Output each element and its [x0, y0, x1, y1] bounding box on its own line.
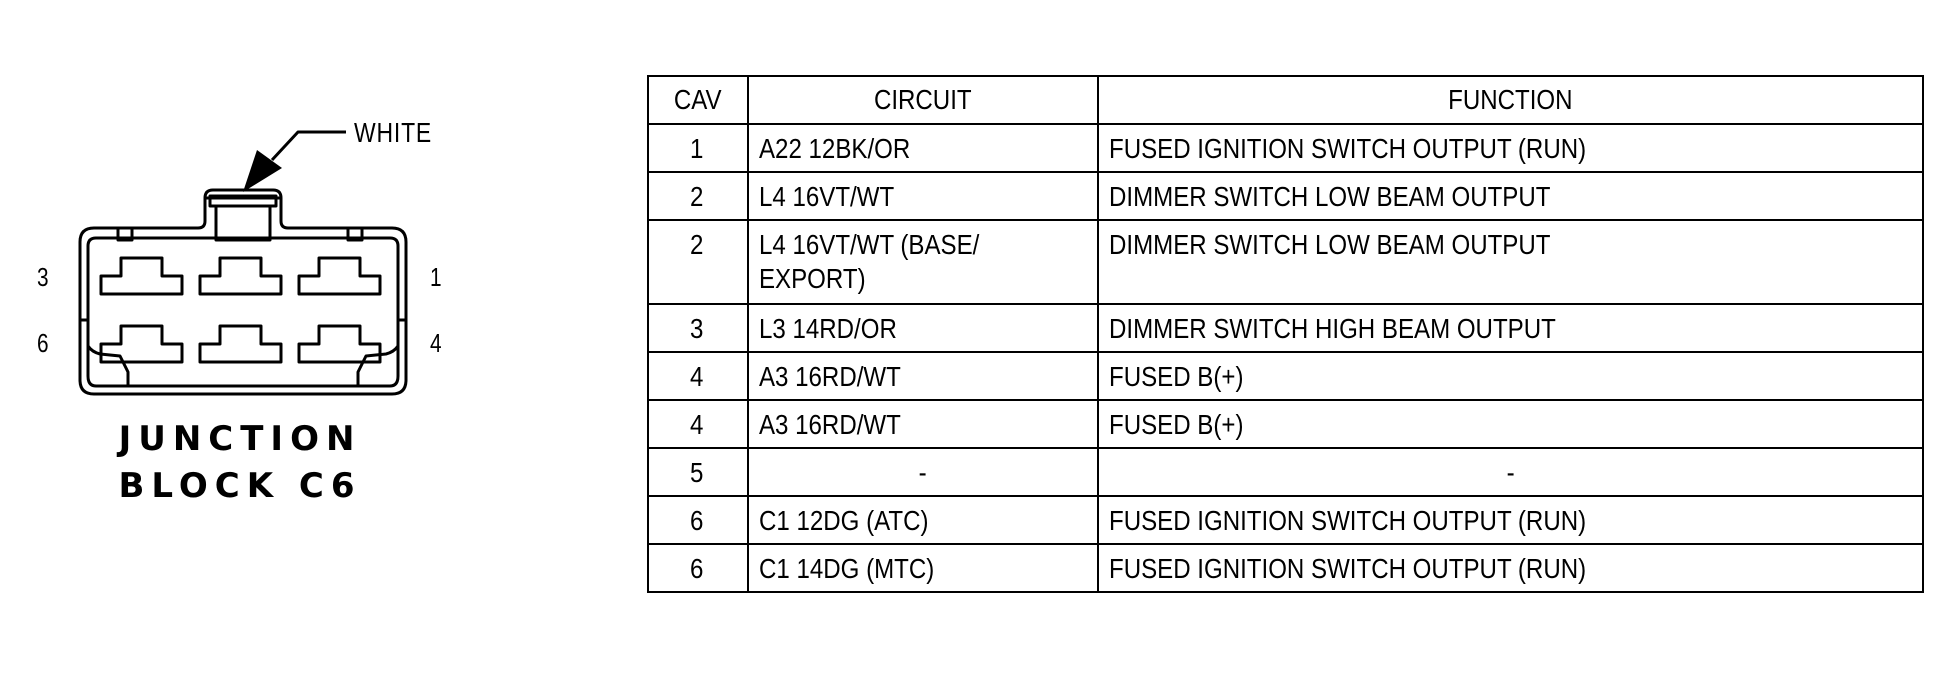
circuit-cell: A3 16RD/WT: [748, 352, 1098, 400]
table-row: [648, 448, 1923, 496]
cavity-5-outline: [200, 326, 281, 362]
circuit-cell: A3 16RD/WT: [748, 400, 1098, 448]
callout-label-white: WHITE: [354, 117, 433, 148]
circuit-cell: A22 12BK/OR: [748, 124, 1098, 172]
cav-cell: 1: [648, 124, 748, 172]
pin-label-bottom-right: 4: [430, 328, 442, 358]
header-circuit: CIRCUIT: [748, 76, 1098, 124]
table-row: [648, 352, 1923, 400]
connector-title-line1: JUNCTION: [118, 419, 362, 459]
circuit-cell: C1 14DG (MTC): [748, 544, 1098, 592]
circuit-cell: C1 12DG (ATC): [748, 496, 1098, 544]
connector-latch-window: [216, 206, 270, 240]
cav-cell: 5: [648, 448, 748, 496]
function-cell: DIMMER SWITCH LOW BEAM OUTPUT: [1098, 220, 1923, 304]
cav-cell: 4: [648, 400, 748, 448]
table-row: [648, 304, 1923, 352]
table-row: [648, 544, 1923, 592]
callout-leader-line: [272, 132, 346, 160]
table-header-row: [648, 76, 1923, 124]
cavity-2-outline: [200, 258, 281, 294]
pin-label-top-right: 1: [430, 262, 442, 292]
function-cell: -: [1098, 448, 1923, 496]
connector-body-inner: [88, 238, 398, 386]
table-row: [648, 220, 1923, 304]
table-row: [648, 124, 1923, 172]
circuit-cell: L4 16VT/WT: [748, 172, 1098, 220]
function-cell: FUSED IGNITION SWITCH OUTPUT (RUN): [1098, 496, 1923, 544]
table-row: [648, 400, 1923, 448]
cav-cell: 2: [648, 172, 748, 220]
function-cell: FUSED B(+): [1098, 400, 1923, 448]
connector-title-line2: BLOCK C6: [118, 466, 362, 506]
function-cell: DIMMER SWITCH HIGH BEAM OUTPUT: [1098, 304, 1923, 352]
function-cell: DIMMER SWITCH LOW BEAM OUTPUT: [1098, 172, 1923, 220]
cavity-1-outline: [299, 258, 380, 294]
function-cell: FUSED IGNITION SWITCH OUTPUT (RUN): [1098, 544, 1923, 592]
table-row: [648, 172, 1923, 220]
cav-cell: 4: [648, 352, 748, 400]
pin-label-top-left: 3: [37, 262, 49, 292]
cav-cell: 3: [648, 304, 748, 352]
circuit-cell: L4 16VT/WT (BASE/ EXPORT): [748, 220, 1098, 304]
circuit-cell: L3 14RD/OR: [748, 304, 1098, 352]
function-cell: FUSED B(+): [1098, 352, 1923, 400]
header-cav: CAV: [648, 76, 748, 124]
cavity-3-outline: [101, 258, 182, 294]
circuit-cell: -: [748, 448, 1098, 496]
pinout-table: [647, 75, 1924, 593]
cav-cell: 6: [648, 496, 748, 544]
table-row: [648, 496, 1923, 544]
connector-diagram: [0, 0, 640, 679]
header-function: FUNCTION: [1098, 76, 1923, 124]
cav-cell: 6: [648, 544, 748, 592]
cav-cell: 2: [648, 220, 748, 304]
pin-label-bottom-left: 6: [37, 328, 49, 358]
function-cell: FUSED IGNITION SWITCH OUTPUT (RUN): [1098, 124, 1923, 172]
